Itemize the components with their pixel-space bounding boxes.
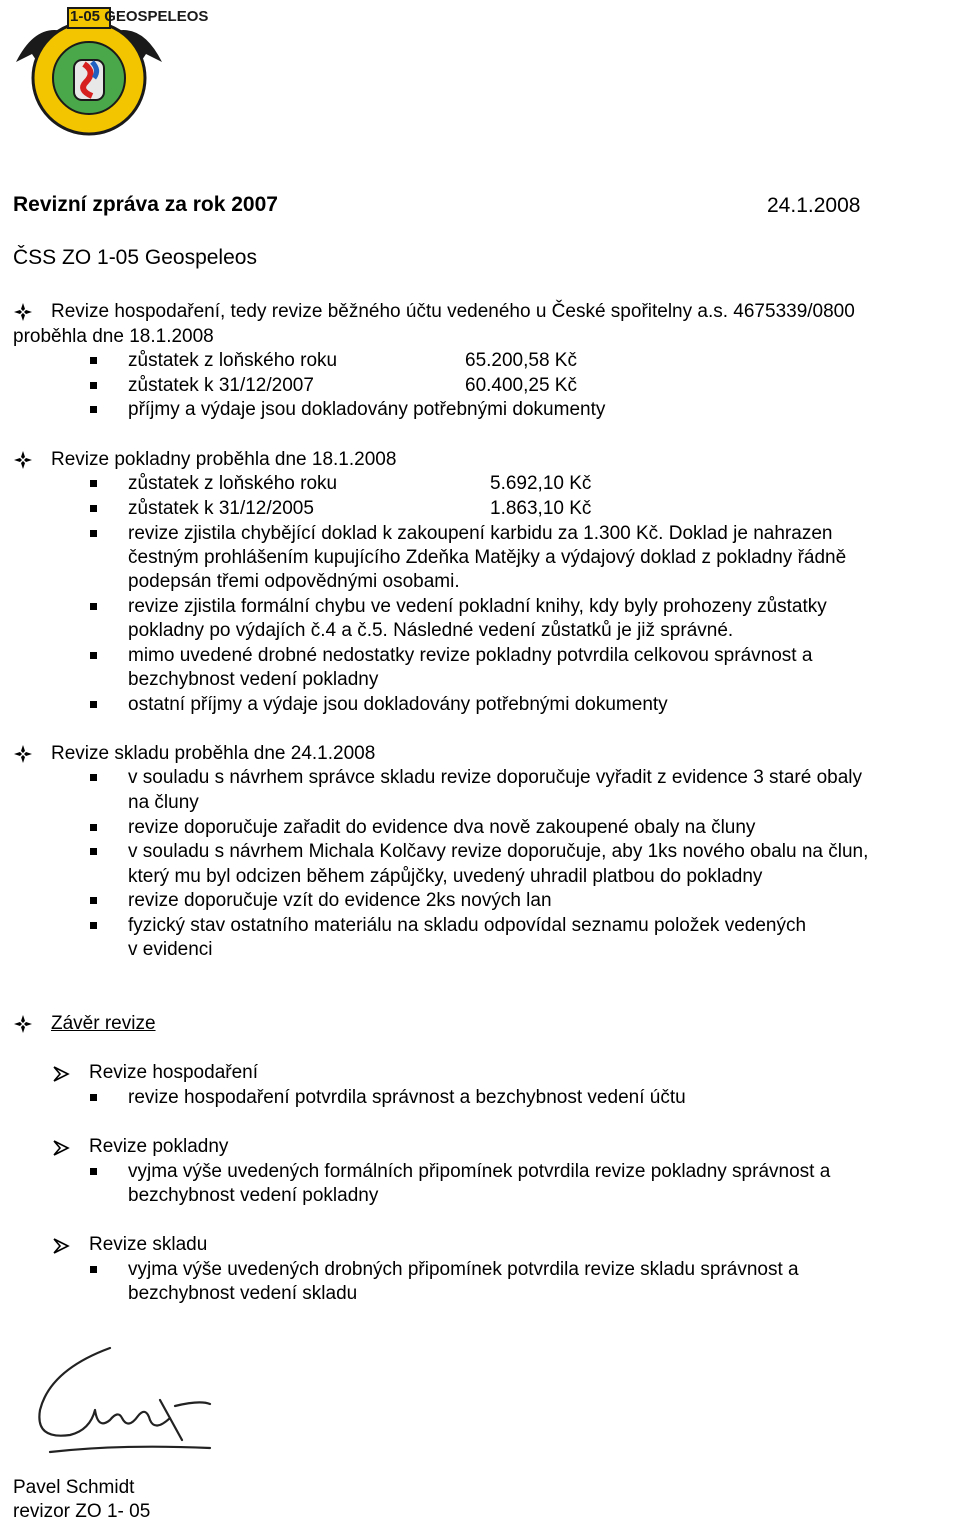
item-label: zůstatek z loňského roku [128, 350, 338, 371]
item-text: v souladu s návrhem Michala Kolčavy revize doporučuje, aby 1ks nového obalu na člun, [128, 841, 869, 862]
item-text: revize zjistila formální chybu ve vedení pokladní knihy, kdy byly prohozeny zůstatky [128, 596, 827, 617]
square-bullet-icon [90, 530, 97, 537]
item-text: revize doporučuje zařadit do evidence dva nově zakoupené obaly na čluny [128, 817, 756, 838]
item-text: bezchybnost vedení pokladny [128, 669, 379, 690]
section-heading-cont: proběhla dne 18.1.2008 [13, 326, 214, 347]
section-heading: Revize skladu proběhla dne 24.1.2008 [51, 743, 376, 764]
item-text: revize doporučuje vzít do evidence 2ks nových lan [128, 890, 552, 911]
organization-name: ČSS ZO 1-05 Geospeleos [13, 246, 257, 269]
item-text: mimo uvedené drobné nedostatky revize pokladny potvrdila celkovou správnost a [128, 645, 813, 666]
conclusion-text: vyjma výše uvedených drobných připomínek potvrdila revize skladu správnost a [128, 1259, 799, 1280]
section-heading: Revize pokladny proběhla dne 18.1.2008 [51, 449, 397, 470]
handwritten-signature [10, 1340, 220, 1480]
item-text: fyzický stav ostatního materiálu na skladu odpovídal seznamu položek vedených [128, 915, 807, 936]
signatory-role: revizor ZO 1- 05 [13, 1501, 151, 1522]
conclusion-group-title: Revize pokladny [89, 1136, 229, 1157]
square-bullet-icon [90, 1168, 97, 1175]
logo-text: 1-05 GEOSPELEOS [70, 8, 209, 25]
conclusion-text: revize hospodaření potvrdila správnost a bezchybnost vedení účtu [128, 1087, 686, 1108]
conclusion-text: bezchybnost vedení pokladny [128, 1185, 379, 1206]
item-value: 5.692,10 Kč [490, 473, 592, 494]
conclusion-group-title: Revize hospodaření [89, 1062, 258, 1083]
item-text: v evidenci [128, 939, 213, 960]
item-text: příjmy a výdaje jsou dokladovány potřebnými dokumenty [128, 399, 606, 420]
item-text: ostatní příjmy a výdaje jsou dokladovány potřebnými dokumenty [128, 694, 668, 715]
item-label: zůstatek k 31/12/2005 [128, 498, 314, 519]
diamond-bullet-icon [12, 1013, 34, 1035]
square-bullet-icon [90, 603, 97, 610]
section-heading: Revize hospodaření, tedy revize běžného účtu vedeného u České spořitelny a.s. 4675339/0800 [51, 301, 855, 322]
square-bullet-icon [90, 701, 97, 708]
square-bullet-icon [90, 848, 97, 855]
arrow-bullet-icon [52, 1065, 70, 1083]
square-bullet-icon [90, 1094, 97, 1101]
item-label: zůstatek k 31/12/2007 [128, 375, 314, 396]
item-value: 65.200,58 Kč [465, 350, 577, 371]
item-text: čestným prohlášením kupujícího Zdeňka Matějky a výdajový doklad z pokladny řádně [128, 547, 847, 568]
square-bullet-icon [90, 382, 97, 389]
item-text: který mu byl odcizen během zápůjčky, uvedený uhradil platbou do pokladny [128, 866, 763, 887]
conclusion-group-title: Revize skladu [89, 1234, 208, 1255]
square-bullet-icon [90, 480, 97, 487]
square-bullet-icon [90, 505, 97, 512]
diamond-bullet-icon [12, 301, 34, 323]
square-bullet-icon [90, 1266, 97, 1273]
item-text: pokladny po výdajích č.4 a č.5. Následné vedení zůstatků je již správné. [128, 620, 734, 641]
conclusion-text: bezchybnost vedení skladu [128, 1283, 358, 1304]
item-text: podepsán třemi odpovědnými osobami. [128, 571, 460, 592]
diamond-bullet-icon [12, 449, 34, 471]
diamond-bullet-icon [12, 743, 34, 765]
signatory-name: Pavel Schmidt [13, 1477, 135, 1498]
square-bullet-icon [90, 824, 97, 831]
report-title: Revizní zpráva za rok 2007 [13, 193, 278, 216]
square-bullet-icon [90, 357, 97, 364]
square-bullet-icon [90, 406, 97, 413]
report-date: 24.1.2008 [767, 194, 861, 217]
item-text: revize zjistila chybějící doklad k zakoupení karbidu za 1.300 Kč. Doklad je nahrazen [128, 523, 833, 544]
conclusion-heading: Závěr revize [51, 1013, 156, 1034]
square-bullet-icon [90, 897, 97, 904]
item-text: na čluny [128, 792, 199, 813]
square-bullet-icon [90, 652, 97, 659]
item-text: v souladu s návrhem správce skladu revize doporučuje vyřadit z evidence 3 staré obaly [128, 767, 862, 788]
item-value: 1.863,10 Kč [490, 498, 592, 519]
square-bullet-icon [90, 774, 97, 781]
arrow-bullet-icon [52, 1139, 70, 1157]
arrow-bullet-icon [52, 1237, 70, 1255]
conclusion-text: vyjma výše uvedených formálních připomínek potvrdila revize pokladny správnost a [128, 1161, 831, 1182]
item-value: 60.400,25 Kč [465, 375, 577, 396]
square-bullet-icon [90, 922, 97, 929]
item-label: zůstatek z loňského roku [128, 473, 338, 494]
